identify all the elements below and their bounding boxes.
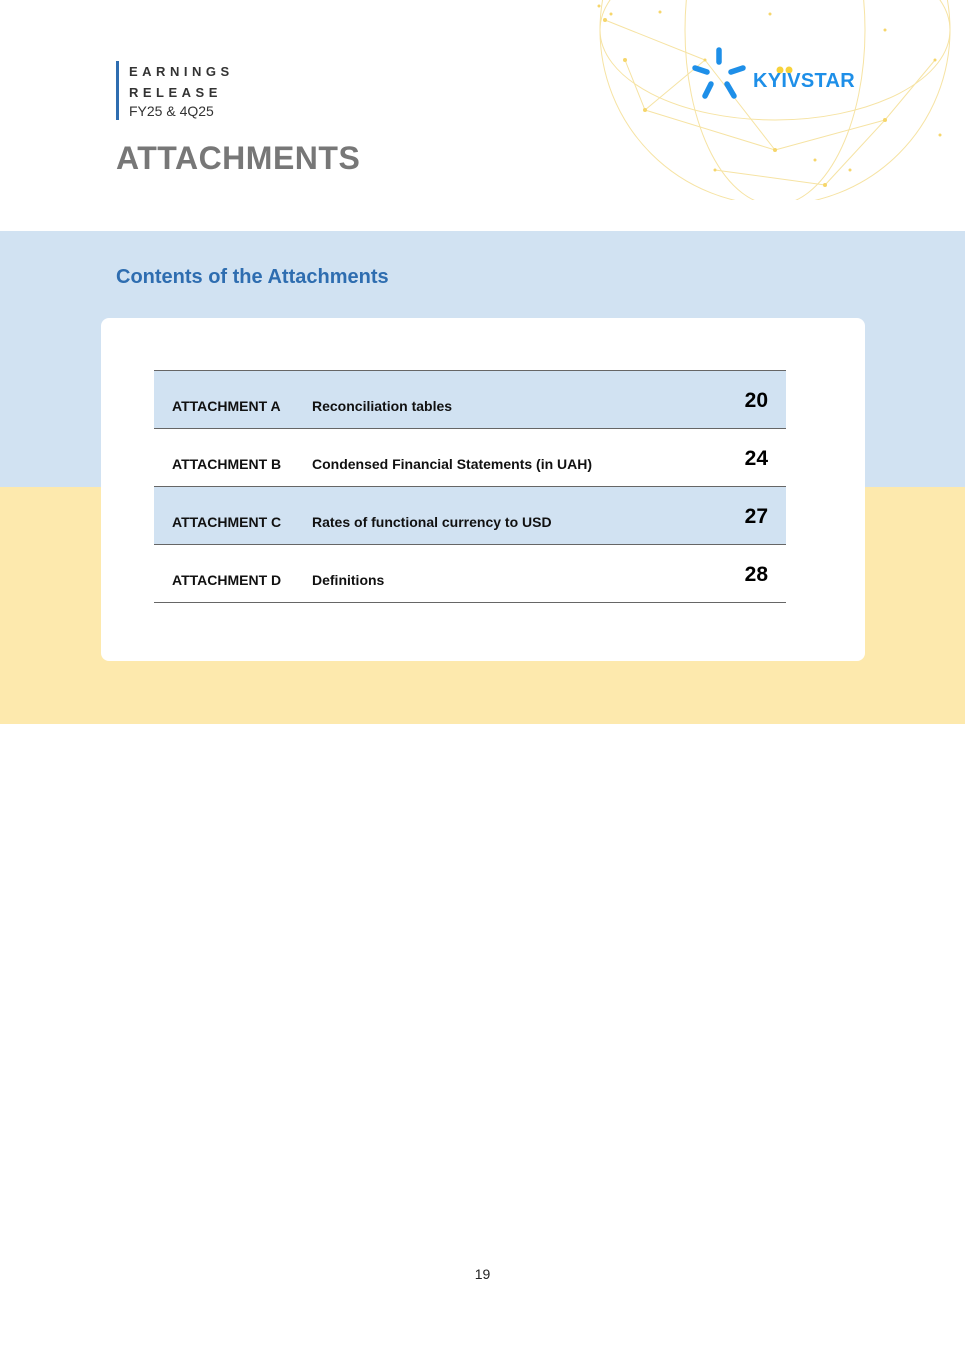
attachment-page-number: 20 <box>744 389 768 412</box>
logo-wordmark: KYIVSTAR <box>753 70 856 92</box>
attachment-id: ATTACHMENT C <box>172 514 282 530</box>
table-row[interactable] <box>154 371 786 429</box>
attachment-title: Reconciliation tables <box>312 398 453 414</box>
attachment-id: ATTACHMENT A <box>172 398 281 414</box>
attachment-title: Definitions <box>312 572 385 588</box>
document-label <box>116 61 234 120</box>
attachment-page-number: 24 <box>744 447 768 470</box>
kyivstar-logo <box>690 46 865 102</box>
kyivstar-star-logo-icon <box>690 46 750 102</box>
section-title: Contents of the Attachments <box>116 266 389 288</box>
table-row[interactable] <box>154 545 786 603</box>
table-row[interactable] <box>154 487 786 545</box>
document-period: FY25 & 4Q25 <box>129 103 214 119</box>
attachment-id: ATTACHMENT B <box>172 456 282 472</box>
attachment-id: ATTACHMENT D <box>172 572 282 588</box>
contents-table <box>154 370 786 603</box>
page-title: ATTACHMENTS <box>116 140 361 176</box>
attachment-title: Condensed Financial Statements (in UAH) <box>312 456 593 472</box>
attachment-title: Rates of functional currency to USD <box>312 514 552 530</box>
contents-card <box>101 318 865 661</box>
document-label-line2: RELEASE <box>129 85 222 100</box>
document-label-line1: EARNINGS <box>129 64 234 79</box>
page-number: 19 <box>474 1266 491 1282</box>
attachment-page-number: 27 <box>744 505 768 528</box>
table-row[interactable] <box>154 429 786 487</box>
attachment-page-number: 28 <box>744 563 768 586</box>
